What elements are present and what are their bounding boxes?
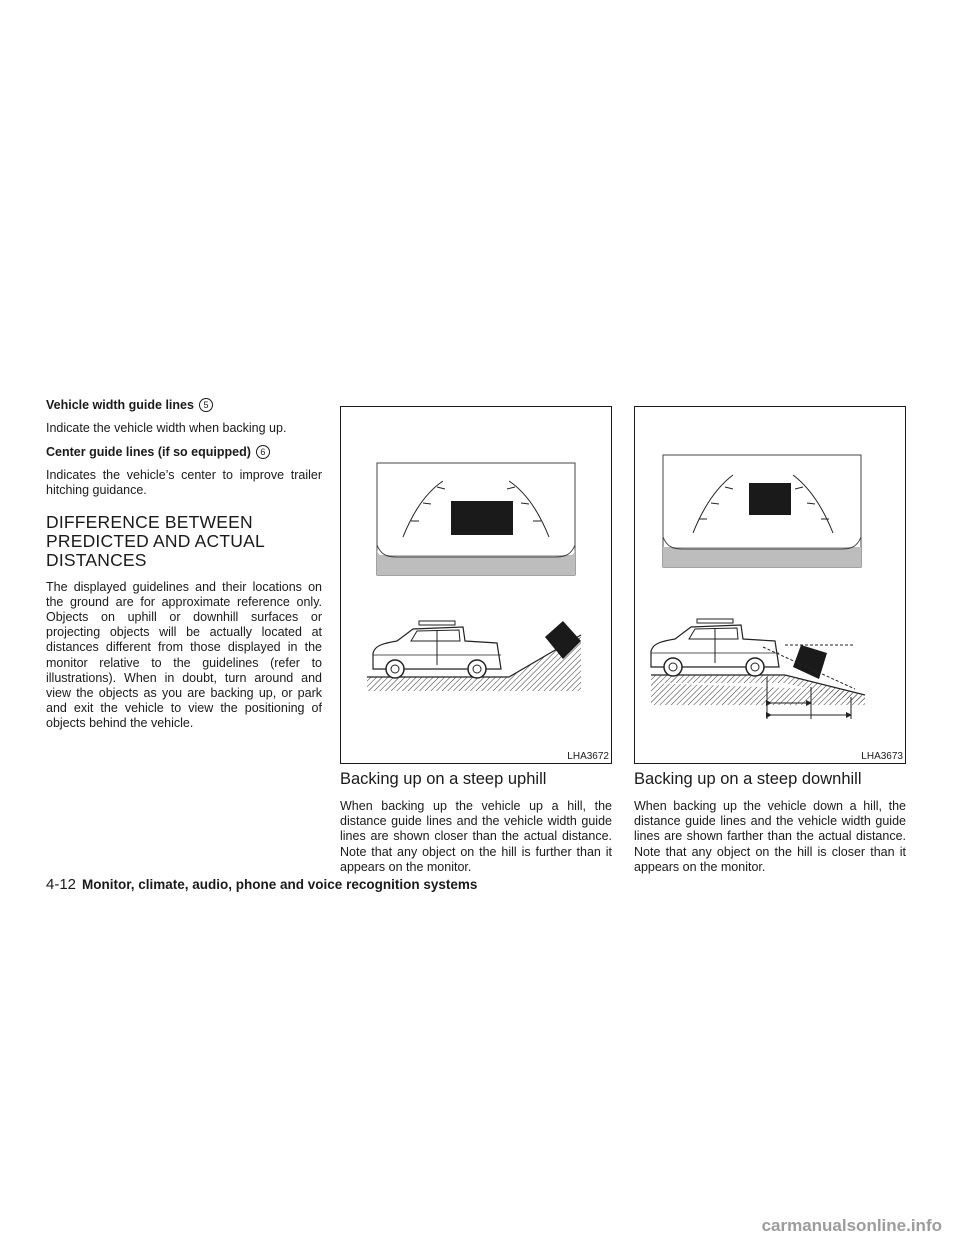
vehicle-width-text: Indicate the vehicle width when backing up. [46, 421, 287, 435]
obstacle-box [793, 645, 827, 679]
monitor-screen [663, 455, 861, 567]
downhill-heading: Backing up on a steep downhill [634, 770, 862, 788]
downhill-body-text: When backing up the vehicle down a hill, the distance guide lines and the vehicle width guide lines are shown farther than the actual distance. Note that any object on the hill is closer than it appears on the monitor. [634, 799, 906, 874]
figure-label: LHA3672 [567, 751, 609, 762]
truck [651, 619, 779, 676]
truck [373, 621, 501, 678]
page-number: 4-12 [46, 876, 77, 893]
section-heading: DIFFERENCE BETWEEN PREDICTED AND ACTUAL DISTANCES [46, 511, 265, 570]
center-guide-heading: Center guide lines (if so equipped) 6 [46, 445, 322, 459]
left-column [46, 398, 322, 741]
page-footer [46, 876, 477, 893]
downhill-illustration [634, 406, 906, 764]
figure-label: LHA3673 [861, 751, 903, 762]
uphill-illustration [340, 406, 612, 764]
downhill-text-column [634, 770, 906, 884]
uphill-diagram [341, 407, 611, 763]
callout-number-5: 5 [199, 398, 213, 412]
section-body-text: The displayed guidelines and their locations on the ground are for approximate reference only. Objects on uphill or downhill surfaces or projecting objects will be actually located at distances different from those displayed in the monitor relative to the guidelines (refer to illustrations). When in doubt, turn around and view the objects as you are backing up, or park and exit the vehicle to view the positioning of objects behind the vehicle. [46, 579, 322, 731]
uphill-body-text: When backing up the vehicle up a hill, the distance guide lines and the vehicle width guide lines are shown closer than the actual distance. Note that any object on the hill is further than it appears on the monitor. [340, 799, 612, 874]
monitor-screen [377, 463, 575, 575]
downhill-diagram [635, 407, 905, 763]
ground-downhill [651, 675, 865, 705]
callout-number-6: 6 [256, 445, 270, 459]
center-guide-text: Indicates the vehicle’s center to improve trailer hitching guidance. [46, 468, 322, 498]
uphill-heading: Backing up on a steep uphill [340, 770, 547, 788]
chapter-title: Monitor, climate, audio, phone and voice recognition systems [82, 877, 478, 892]
uphill-text-column [340, 770, 612, 884]
watermark: carmanualsonline.info [761, 1216, 942, 1235]
vehicle-width-heading: Vehicle width guide lines 5 [46, 398, 322, 412]
